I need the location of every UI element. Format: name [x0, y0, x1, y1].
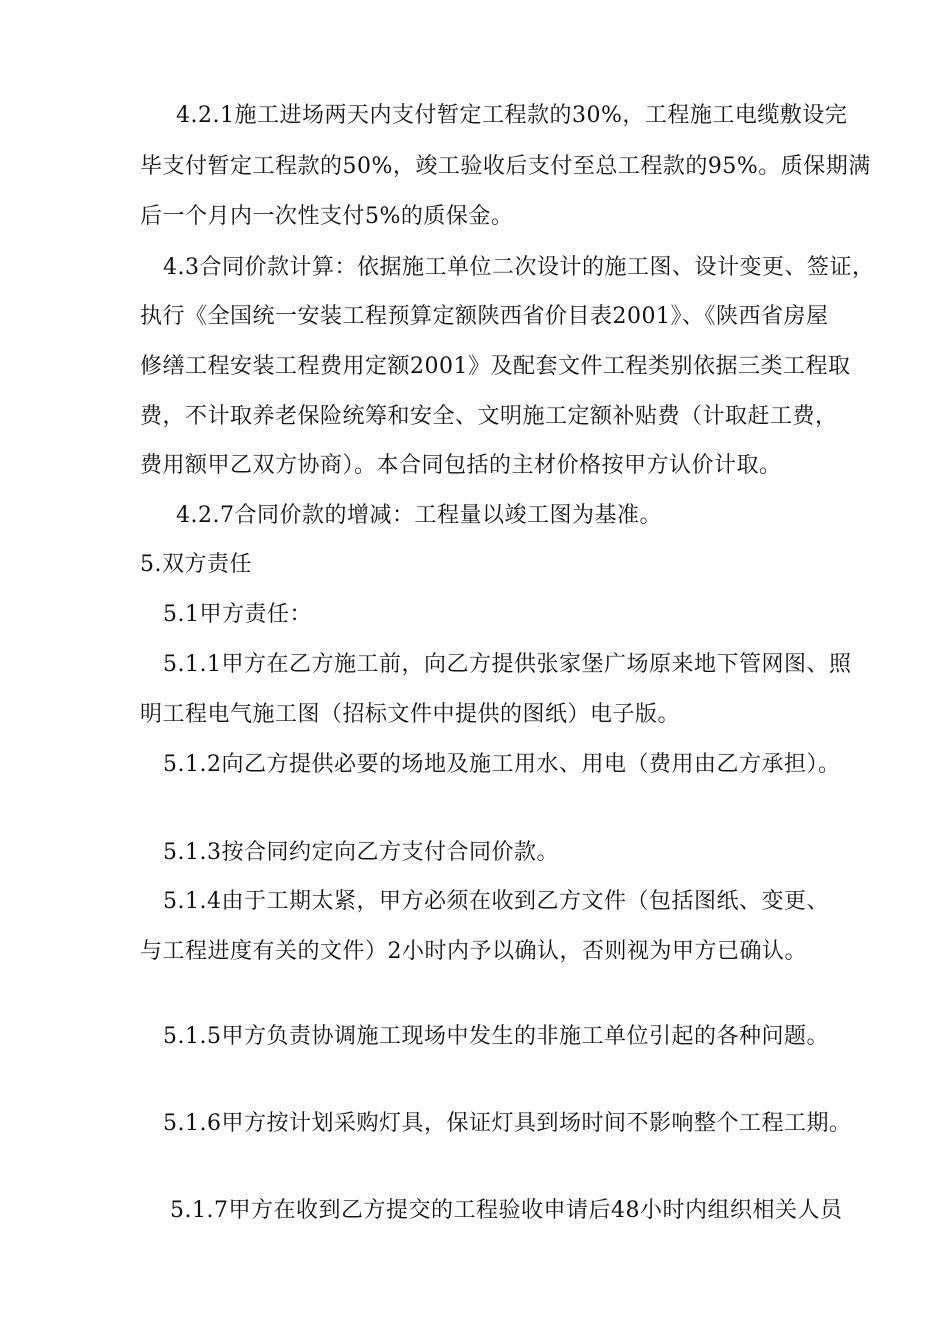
para-4-2-1-line-3: 后一个月内一次性支付5%的质保金。	[140, 204, 514, 229]
para-5-1-4-line-2: 与工程进度有关的文件）2小时内予以确认，否则视为甲方已确认。	[140, 939, 807, 964]
para-5-1-2: 5.1.2向乙方提供必要的场地及施工用水、用电（费用由乙方承担）。	[163, 752, 841, 777]
para-4-2-7: 4.2.7合同价款的增减：工程量以竣工图为基准。	[176, 503, 662, 528]
para-4-3-line-2: 执行《全国统一安装工程预算定额陕西省价目表2001》、《陕西省房屋	[140, 304, 829, 329]
section-5-heading: 5.双方责任	[140, 552, 252, 577]
para-4-2-1-line-2: 毕支付暂定工程款的50%，竣工验收后支付至总工程款的95%。质保期满	[140, 154, 871, 179]
para-4-2-1-line-1: 4.2.1施工进场两天内支付暂定工程款的30%，工程施工电缆敷设完	[176, 103, 848, 128]
para-4-3-line-3: 修缮工程安装工程费用定额2001》及配套文件工程类别依据三类工程取	[140, 354, 851, 379]
para-5-1-7-line-1: 5.1.7甲方在收到乙方提交的工程验收申请后48小时内组织相关人员	[170, 1198, 843, 1223]
para-4-3-line-1: 4.3合同价款计算：依据施工单位二次设计的施工图、设计变更、签证，	[163, 255, 875, 280]
para-5-1-6: 5.1.6甲方按计划采购灯具，保证灯具到场时间不影响整个工程工期。	[163, 1111, 852, 1136]
para-5-1-1-line-2: 明工程电气施工图（招标文件中提供的图纸）电子版。	[140, 702, 681, 727]
para-5-1-3: 5.1.3按合同约定向乙方支付合同价款。	[163, 840, 559, 865]
para-5-1-1-line-1: 5.1.1甲方在乙方施工前，向乙方提供张家堡广场原来地下管网图、照	[163, 652, 852, 677]
section-5-1-heading: 5.1甲方责任：	[163, 602, 312, 627]
para-5-1-5: 5.1.5甲方负责协调施工现场中发生的非施工单位引起的各种问题。	[163, 1024, 829, 1049]
para-4-3-line-5: 费用额甲乙双方协商）。本合同包括的主材价格按甲方认价计取。	[140, 453, 782, 478]
para-5-1-4-line-1: 5.1.4由于工期太紧，甲方必须在收到乙方文件（包括图纸、变更、	[163, 889, 829, 914]
para-4-3-line-4: 费，不计取养老保险统筹和安全、文明施工定额补贴费（计取赶工费，	[140, 404, 838, 429]
